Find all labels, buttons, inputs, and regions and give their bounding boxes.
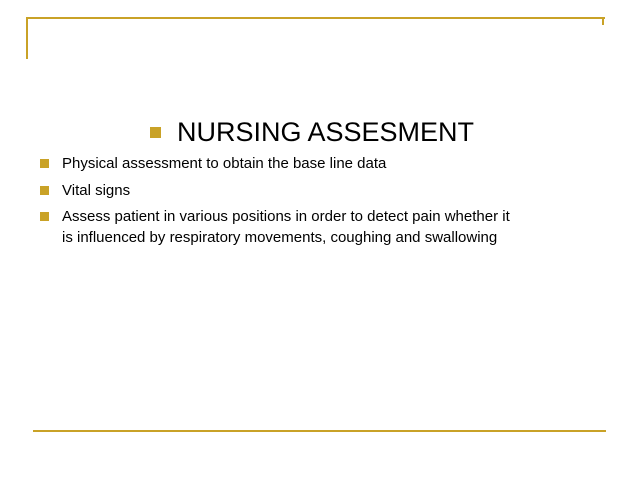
list-item-text: Vital signs (62, 182, 131, 199)
square-bullet-icon (40, 212, 49, 221)
square-bullet-icon (40, 159, 49, 168)
title-text: NURSING ASSESMENT (177, 117, 475, 147)
frame-top-line (26, 17, 605, 19)
square-bullet-icon (150, 127, 161, 138)
list-item-text-line-2: is influenced by respiratory movements, coughing and swallowing (62, 229, 498, 246)
list-item-text: Physical assessment to obtain the base line data (62, 155, 387, 172)
square-bullet-icon (40, 186, 49, 195)
frame-right-line (602, 17, 604, 25)
frame-bottom-line (33, 430, 606, 432)
frame-left-line (26, 17, 28, 59)
list-item-text-line-1: Assess patient in various positions in order to detect pain whether it (62, 208, 510, 225)
